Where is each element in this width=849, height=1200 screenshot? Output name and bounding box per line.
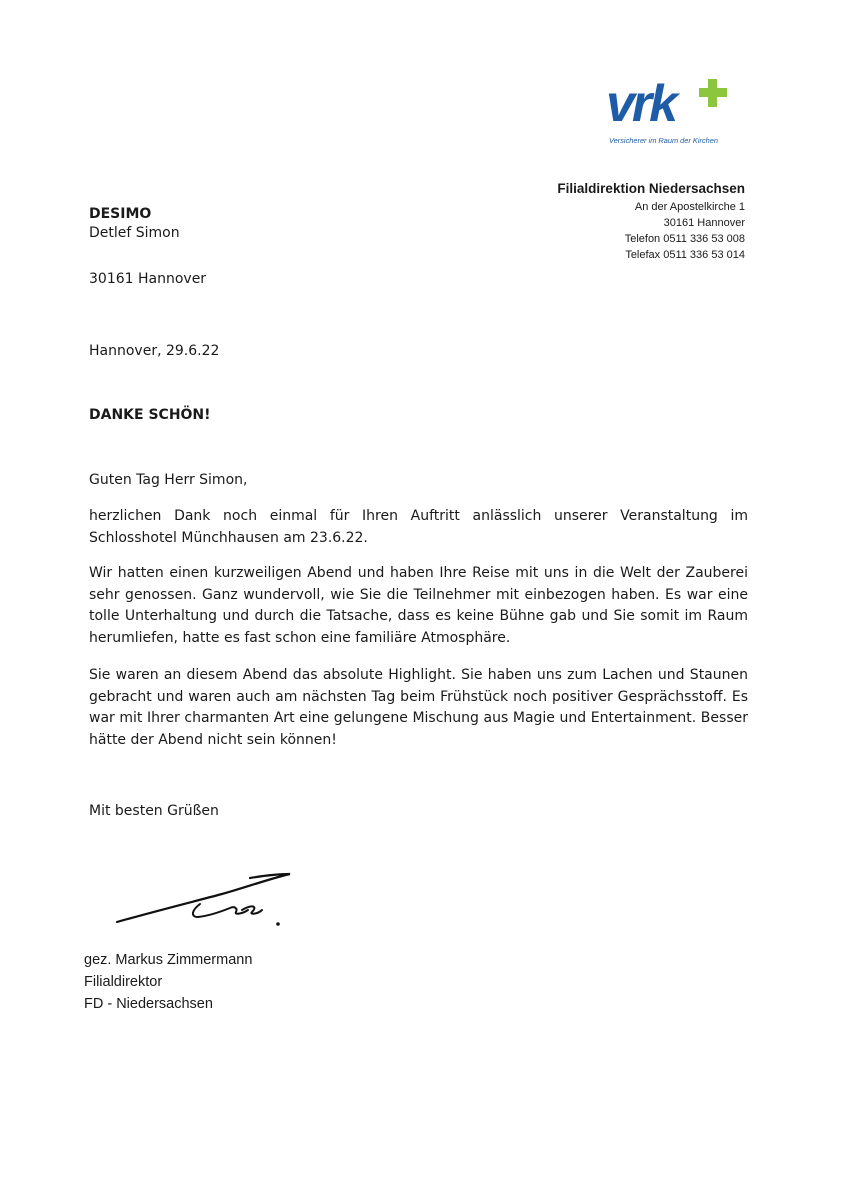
salutation: Guten Tag Herr Simon, xyxy=(89,472,248,488)
recipient-city: 30161 Hannover xyxy=(89,271,207,287)
body-paragraph-3: Sie waren an diesem Abend das absolute Highlight. Sie haben uns zum Lachen und Staunen gebracht und waren auch am nächsten Tag beim Frühstück noch positiver Gesprächsstoff. Es war mit Ihrer charmanten Art eine gelungene Mischung aus Magie und Entertainment. Besser hätte der Abend nicht sein können! xyxy=(89,667,748,748)
recipient-block xyxy=(89,205,180,243)
plus-cross-icon xyxy=(698,78,728,108)
sender-address-block xyxy=(557,180,745,263)
body-paragraph-1: herzlichen Dank noch einmal für Ihren Auftritt anlässlich unserer Veranstaltung im Schlosshotel Münchhausen am 23.6.22. xyxy=(89,508,748,546)
body-paragraph-2: Wir hatten einen kurzweiligen Abend und haben Ihre Reise mit uns in die Welt der Zauberei sehr genossen. Ganz wundervoll, wie Sie die Teilnehmer mit einbezogen haben. Es war eine tolle Unterhaltung und durch die Tatsache, dass es keine Bühne gab und Sie somit im Raum herumliefen, hatte es fast schon eine familiäre Atmosphäre. xyxy=(89,565,748,646)
sender-fax: Telefax 0511 336 53 014 xyxy=(625,249,745,261)
signer-unit: FD - Niedersachsen xyxy=(84,996,213,1012)
sender-title: Filialdirektion Niedersachsen xyxy=(557,181,745,196)
recipient-company: DESIMO xyxy=(89,206,152,222)
recipient-name: Detlef Simon xyxy=(89,225,180,241)
sender-city: 30161 Hannover xyxy=(663,217,745,229)
signer-name: gez. Markus Zimmermann xyxy=(84,952,253,968)
logo-wordmark: vrk xyxy=(606,75,676,133)
closing: Mit besten Grüßen xyxy=(89,803,219,819)
signer-block xyxy=(84,949,252,1015)
vrk-logo xyxy=(606,75,730,150)
letter-subject: DANKE SCHÖN! xyxy=(89,407,211,423)
signer-role: Filialdirektor xyxy=(84,974,163,990)
handwritten-signature xyxy=(112,862,297,932)
sender-street: An der Apostelkirche 1 xyxy=(634,201,745,213)
logo-tagline: Versicherer im Raum der Kirchen xyxy=(609,136,718,145)
sender-phone: Telefon 0511 336 53 008 xyxy=(624,233,745,245)
letter-date: Hannover, 29.6.22 xyxy=(89,343,220,359)
